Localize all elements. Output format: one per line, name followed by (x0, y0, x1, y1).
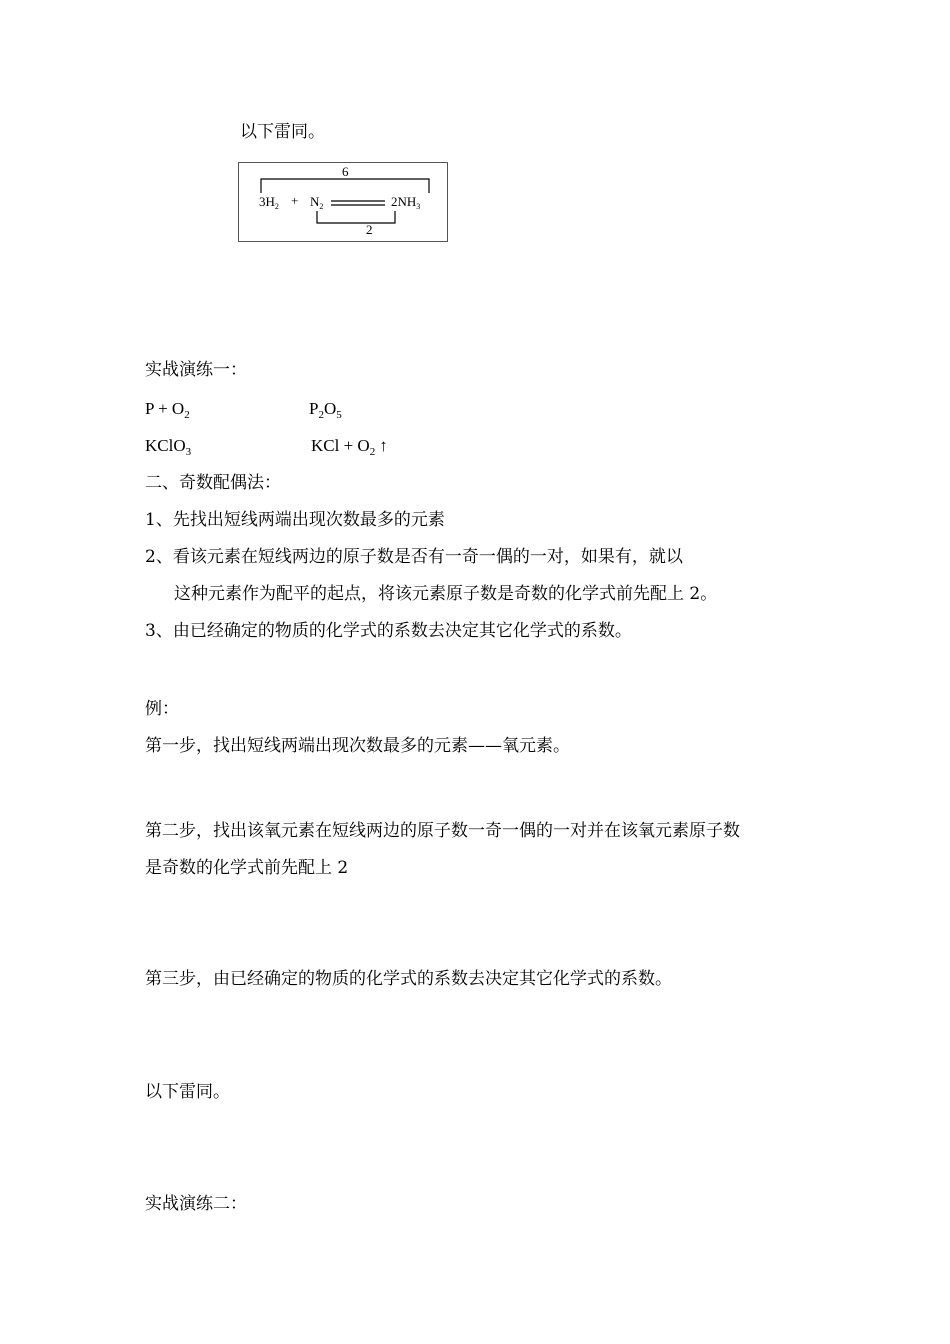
example-third-step: 第三步，由已经确定的物质的化学式的系数去决定其它化学式的系数。 (145, 969, 672, 989)
equation-figure (238, 162, 448, 242)
example-label: 例： (145, 699, 179, 719)
practice1-eq2-right: KCl + $O_2$ ↑ (311, 436, 388, 458)
intro-note: 以下雷同。 (240, 122, 325, 142)
practice1-eq1-left: $P + O_2$ (145, 399, 190, 421)
product-sym: NH (397, 194, 417, 209)
method2-step3: 3、由已经确定的物质的化学式的系数去决定其它化学式的系数。 (145, 621, 632, 641)
top-number: 6 (342, 164, 349, 179)
reactant-nitrogen (310, 195, 323, 209)
method2-step2-line2: 这种元素作为配平的起点，将该元素原子数是奇数的化学式前先配上 2。 (174, 584, 718, 604)
top-bracket (261, 179, 429, 193)
reactant2-sym: N (310, 194, 320, 209)
practice1-eq2-left: KClO$_3$ (145, 436, 192, 458)
reactant1-sym: H (265, 194, 275, 209)
practice2-heading: 实战演练二： (145, 1194, 247, 1214)
reactant-hydrogen (259, 195, 279, 209)
method2-step2-line1: 2、看该元素在短线两边的原子数是否有一奇一偶的一对，如果有，就以 (145, 547, 683, 567)
plus-sign: + (291, 193, 299, 208)
bottom-number: 2 (366, 222, 373, 237)
reactant2-sub: 2 (319, 202, 324, 211)
example-second-step-line2: 是奇数的化学式前先配上 2 (145, 858, 349, 878)
reactant1-coef: 3 (259, 194, 266, 209)
method2-heading: 二、奇数配偶法： (145, 473, 281, 493)
gas-arrow-icon: ↑ (379, 436, 388, 455)
example-first-step: 第一步，找出短线两端出现次数最多的元素——氧元素。 (145, 736, 570, 756)
reactant1-sub: 2 (274, 202, 279, 211)
example-note: 以下雷同。 (145, 1082, 230, 1102)
product-ammonia (391, 195, 420, 209)
example-second-step-line1: 第二步，找出该氧元素在短线两边的原子数一奇一偶的一对并在该氧元素原子数 (145, 821, 740, 841)
practice1-heading: 实战演练一： (145, 360, 247, 380)
method2-step1: 1、先找出短线两端出现次数最多的元素 (145, 510, 445, 530)
practice1-eq1-right: $P_2O_5$ (309, 399, 342, 421)
product-coef: 2 (391, 194, 398, 209)
bottom-bracket (317, 211, 395, 223)
product-sub: 3 (416, 202, 421, 211)
